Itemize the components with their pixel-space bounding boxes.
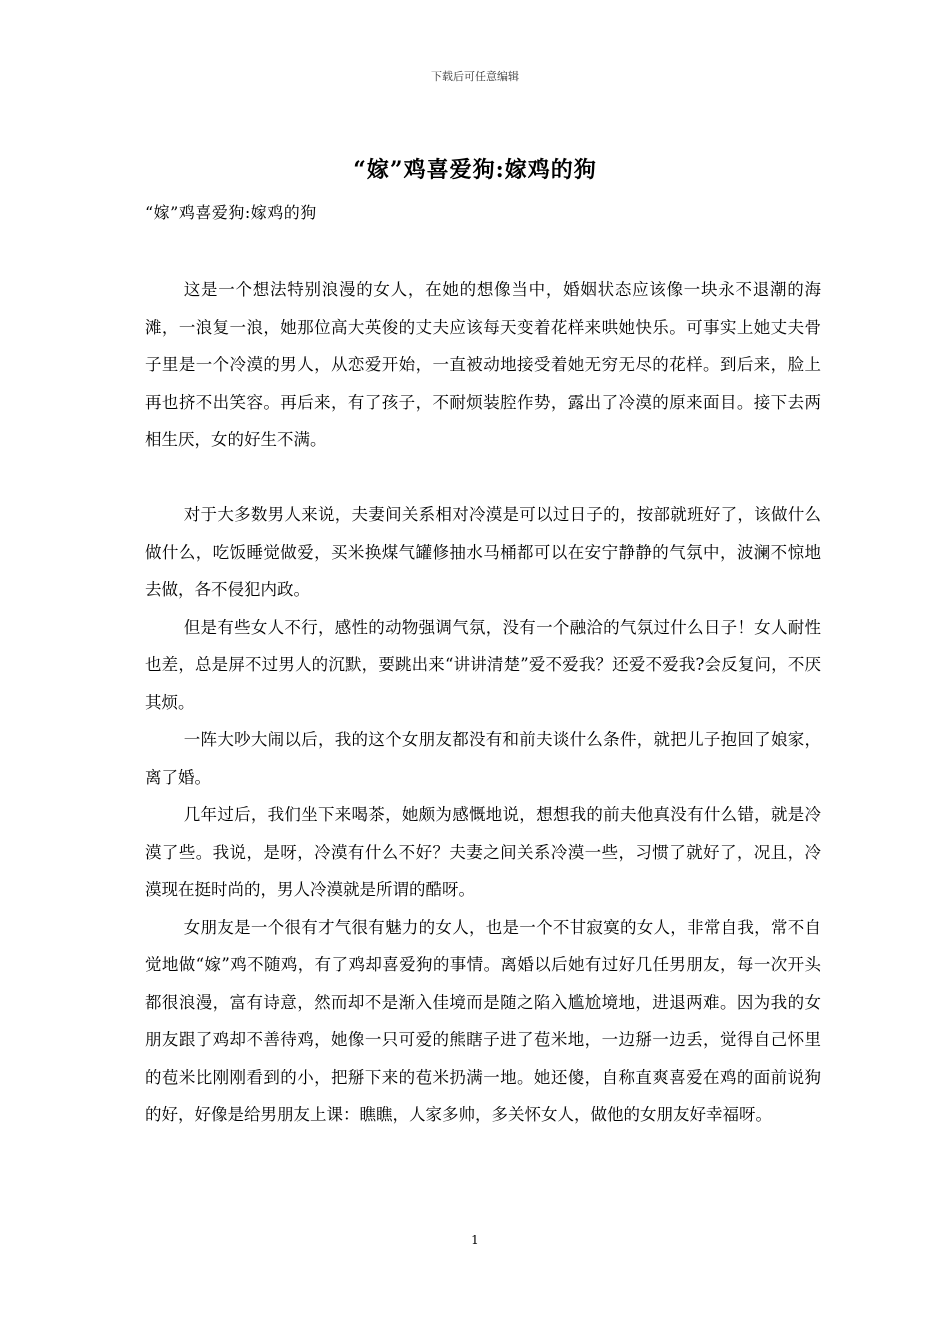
paragraph-6: 女朋友是一个很有才气很有魅力的女人，也是一个不甘寂寞的女人，非常自我，常不自觉地做“嫁”鸡不随鸡，有了鸡却喜爱狗的事情。离婚以后她有过好几任男朋友，每一次开头都很浪漫，富有诗意，然而却不是渐入佳境而是随之陷入尴尬境地，进退两难。因为我的女朋友跟了鸡却不善待鸡，她像一只可爱的熊瞎子进了苞米地，一边掰一边丢，觉得自己怀里的苞米比刚刚看到的小，把掰下来的苞米扔满一地。她还傻，自称直爽喜爱在鸡的面前说狗的好，好像是给男朋友上课：瞧瞧，人家多帅，多关怀女人，做他的女朋友好幸福呀。 bbox=[145, 917, 821, 1124]
page-number: 1 bbox=[471, 1233, 479, 1247]
paragraph-4: 一阵大吵大闹以后，我的这个女朋友都没有和前夫谈什么条件，就把儿子抱回了娘家，离了婚。 bbox=[145, 730, 821, 787]
paragraph-2: 对于大多数男人来说，夫妻间关系相对冷漠是可以过日子的，按部就班好了，该做什么做什么，吃饭睡觉做爱，买米换煤气罐修抽水马桶都可以在安宁静静的气氛中，波澜不惊地去做，各不侵犯内政。 bbox=[145, 505, 821, 599]
paragraph-1: 这是一个想法特别浪漫的女人，在她的想像当中，婚姻状态应该像一块永不退潮的海滩，一浪复一浪，她那位高大英俊的丈夫应该每天变着花样来哄她快乐。可事实上她丈夫骨子里是一个冷漠的男人，从恋爱开始，一直被动地接受着她无穷无尽的花样。到后来，脸上再也挤不出笑容。再后来，有了孩子，不耐烦装腔作势，露出了冷漠的原来面目。接下去两相生厌，女的好生不满。 bbox=[145, 280, 821, 449]
document-body bbox=[145, 271, 821, 1134]
document-title: “嫁”鸡喜爱狗:嫁鸡的狗 bbox=[353, 157, 597, 183]
paragraph-5: 几年过后，我们坐下来喝茶，她颇为感慨地说，想想我的前夫他真没有什么错，就是冷漠了些。我说，是呀，冷漠有什么不好？夫妻之间关系冷漠一些，习惯了就好了，况且，冷漠现在挺时尚的，男人冷漠就是所谓的酷呀。 bbox=[145, 805, 821, 899]
header-note: 下载后可任意编辑 bbox=[431, 70, 519, 83]
document-subtitle: “嫁”鸡喜爱狗:嫁鸡的狗 bbox=[145, 203, 317, 222]
paragraph-3: 但是有些女人不行，感性的动物强调气氛，没有一个融洽的气氛过什么日子！女人耐性也差，总是屏不过男人的沉默，要跳出来“讲讲清楚”爱不爱我？还爱不爱我?会反复问，不厌其烦。 bbox=[145, 617, 821, 712]
